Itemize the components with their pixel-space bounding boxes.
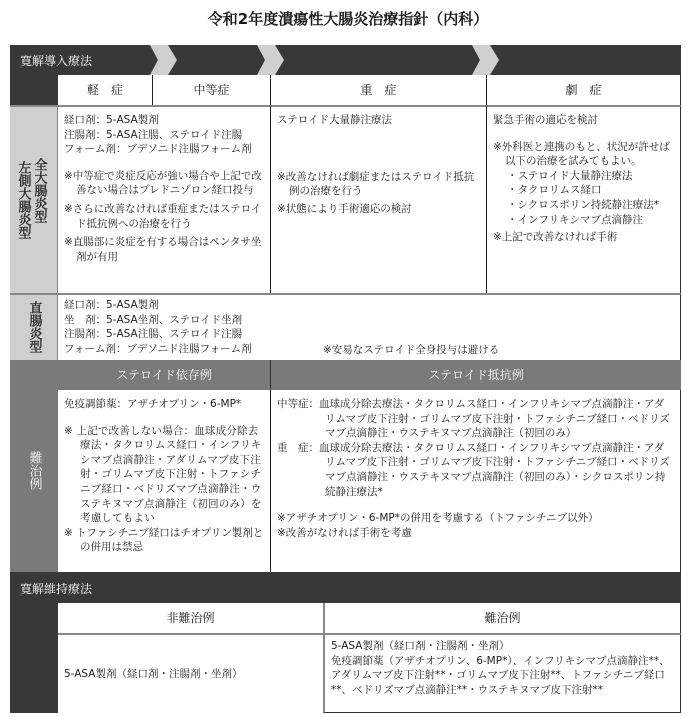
maintenance-refractory-cell [323,633,681,713]
note-line: ※ 上記で改善しない場合：血球成分除去療法・タクロリムス経口・インフリキシマブ点滴静注・アダリムマブ皮下注射・ゴリムマブ皮下注射・トファシチニブ経口・ベドリズマブ点滴静注・ウステキヌマブ点滴静注（初回のみ）を考慮してもよい [64,424,262,525]
refractory-line: 免疫調節薬（アザチオプリン、6-MP*）、インフリキシマブ点滴静注**、アダリムマブ皮下注射**・ゴリムマブ皮下注射**、トファシチニブ経口**、ベドリズマブ点滴静注**・ウステキヌマブ皮下注射** [331,654,670,696]
note-line: ※中等症で炎症反応が強い場合や上記で改善ない場合はプレドニゾロン経口投与 [64,169,262,197]
severity-moderate: 中等症 [152,75,270,105]
nonrefractory-header: 非難治例 [58,603,323,633]
page-title: 令和2年度潰瘍性大腸炎治療指針（内科） [207,10,489,28]
severe-main: ステロイド大量静注療法 [277,114,392,126]
bullet-line: ・インフリキシマブ点滴静注 [507,213,643,226]
maintenance-refractory-header: 難治例 [323,603,681,633]
left-sided-label: 左側大腸炎型 [15,161,31,239]
proctitis-note: ※安易なステロイド全身投与は避ける [323,344,500,356]
drug-line: 注腸剤：5-ASA注腸、ステロイド注腸 [64,128,243,141]
maintenance-header-label: 寛解維持療法 [20,582,93,596]
drug-line: 経口剤：5-ASA製剤 [64,299,159,311]
severity-fulminant: 劇 症 [486,75,681,105]
steroid-resistant-header: ステロイド抵抗例 [270,360,681,390]
severity-mild: 軽 症 [58,75,152,105]
nonrefractory-cell [58,633,323,713]
nonrefractory-text: 5-ASA製剤（経口剤・注腸剤・坐剤） [64,667,243,680]
steroid-dependent-header: ステロイド依存例 [58,360,270,390]
maintenance-left-column [10,603,58,713]
bullet-line: ・ステロイド大量静注療法 [507,169,633,182]
drug-line: 注腸剤：5-ASA注腸、ステロイド注腸 [64,328,243,341]
chevron-icon [472,45,499,75]
induction-header-label: 寛解導入療法 [20,54,93,68]
note-line: ※状態により手術適応の検討 [277,202,412,215]
drug-line: 経口剤：5-ASA製剤 [64,114,159,126]
proctitis-label: 直腸炎型 [26,301,42,353]
note-line: ※改善なければ劇症またはステロイド抵抗例の治療を行う [277,170,475,198]
severe-line: 重 症：血球成分除去療法・タクロリムス経口・インフリキシマブ点滴静注・アダリムマブ皮下注射・ゴリムマブ皮下注射・トファシチニブ経口・ベドリズマブ点滴静注・ウステキヌマブ点滴静注（初回のみ）・シクロスポリン持続静注療法* [277,441,670,498]
drug-line: フォーム剤：ブデソニド注腸フォーム剤 [64,143,252,156]
severity-severe: 重 症 [270,75,486,105]
drug-line: フォーム剤：ブデソニド注腸フォーム剤 [64,342,252,355]
fulminant-main: 緊急手術の適応を検討 [493,114,598,126]
note-line: ※外科医と連携のもと、状況が許せば以下の治療を試みてもよい。 [493,140,670,168]
note-line: ※上記で改善なければ手術 [493,231,618,244]
dependent-main: 免疫調節薬：アザチオプリン・6-MP* [64,398,242,410]
drug-line: 坐 剤：5-ASA坐剤、ステロイド坐剤 [64,313,243,326]
bullet-line: ・シクロスポリン持続静注療法* [507,198,660,211]
severity-chevrons [10,45,681,75]
chevron-icon [150,45,177,75]
pancolitis-label: 全大腸炎型 [31,157,47,223]
refractory-label: 難治例 [26,450,42,490]
refractory-line: 5-ASA製剤（経口剤・注腸剤・坐剤） [331,640,510,652]
pancolitis-fulminant-cell [486,105,681,293]
note-line: ※直腸部に炎症を有する場合はペンタサ坐剤が有用 [64,236,262,263]
steroid-resistant-cell [270,390,681,572]
steroid-dependent-cell [58,390,270,572]
pancolitis-severe-cell [270,105,486,293]
chevron-icon [257,45,284,75]
moderate-line: 中等症：血球成分除去療法・タクロリムス経口・インフリキシマブ点滴静注・アダリムマブ皮下注射・ゴリムマブ皮下注射・トファシチニブ経口・ベドリズマブ点滴静注・ウステキヌマブ点滴静注（初回のみ） [277,398,670,440]
note-line: ※改善がなければ手術を考慮 [277,526,412,539]
note-line: ※アザチオプリン・6-MP*の併用を考慮する（トファシチニブ以外） [277,512,599,525]
maintenance-header-bar [10,572,681,603]
pancolitis-mild-moderate-cell [58,105,270,293]
note-line: ※さらに改善なければ重症またはステロイド抵抗例への治療を行う [64,202,262,230]
bullet-line: ・タクロリムス経口 [507,184,602,197]
note-line: ※ トファシチニブ経口はチオプリン製剤との併用は禁忌 [64,526,264,554]
severity-row-corner [10,75,58,105]
